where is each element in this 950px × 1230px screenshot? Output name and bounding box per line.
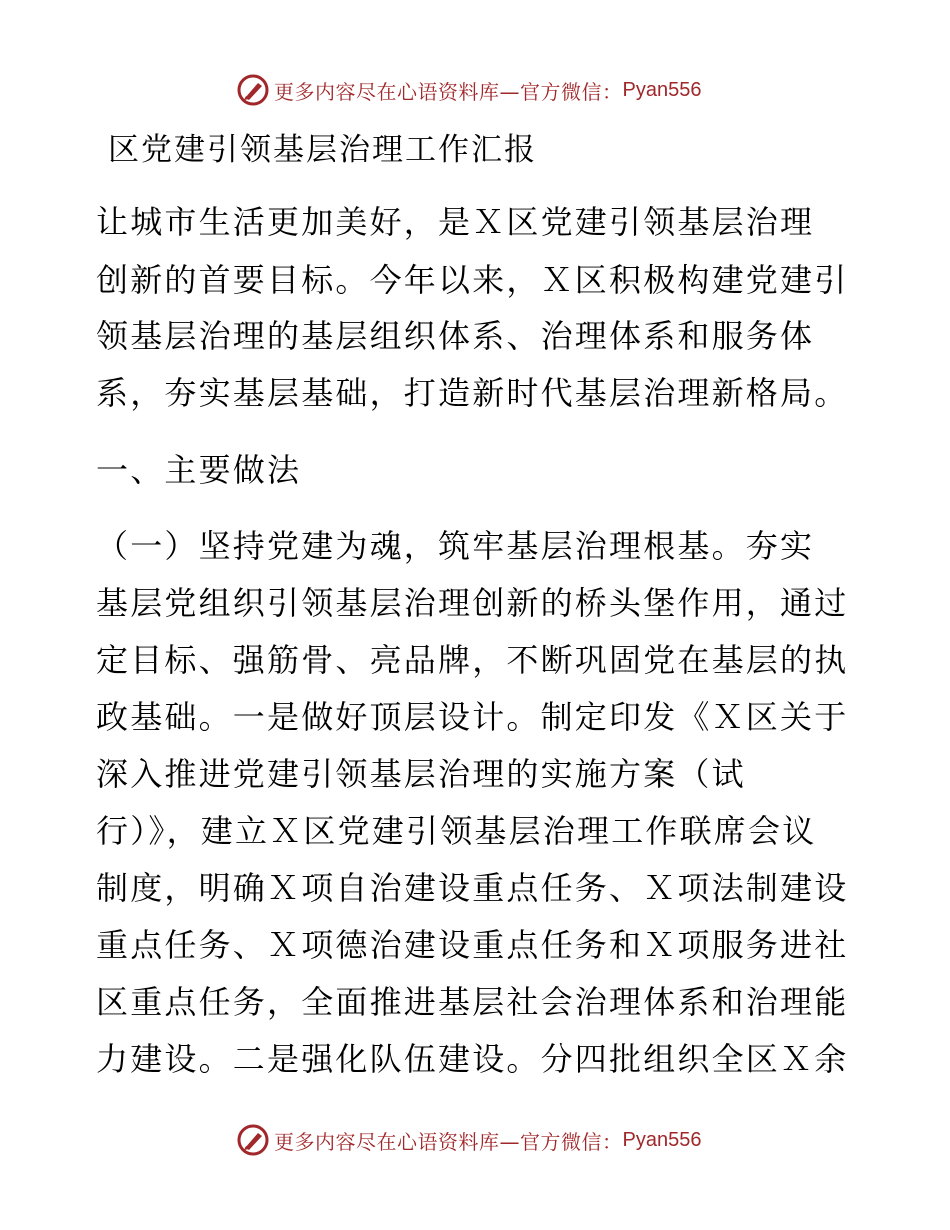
body-line: 定目标、强筋骨、亮品牌，不断巩固党在基层的执 xyxy=(96,641,849,679)
watermark-id: Pyan556 xyxy=(622,78,702,101)
section-heading: 一、主要做法 xyxy=(96,451,302,489)
body-line: 重点任务、Ｘ项德治建设重点任务和Ｘ项服务进社 xyxy=(96,926,849,964)
watermark-banner-bottom xyxy=(236,1122,701,1158)
pen-logo-icon xyxy=(236,1123,270,1157)
watermark-id: Pyan556 xyxy=(622,1128,702,1151)
body-line: 让城市生活更加美好，是Ｘ区党建引领基层治理 xyxy=(96,203,815,241)
body-line: 制度，明确Ｘ项自治建设重点任务、Ｘ项法制建设 xyxy=(96,869,849,907)
body-line: 深入推进党建引领基层治理的实施方案（试 xyxy=(96,755,746,793)
body-line: （一）坚持党建为魂，筑牢基层治理根基。夯实 xyxy=(96,527,815,565)
pen-logo-icon xyxy=(236,73,270,107)
document-title: 区党建引领基层治理工作汇报 xyxy=(108,132,537,168)
watermark-banner-top xyxy=(236,72,701,108)
body-line: 创新的首要目标。今年以来，Ｘ区积极构建党建引 xyxy=(96,261,849,299)
body-line: 力建设。二是强化队伍建设。分四批组织全区Ｘ余 xyxy=(96,1040,849,1078)
watermark-text: 更多内容尽在心语资料库—官方微信： xyxy=(274,79,623,104)
body-line: 领基层治理的基层组织体系、治理体系和服务体 xyxy=(96,317,815,355)
body-line: 系，夯实基层基础，打造新时代基层治理新格局。 xyxy=(96,374,849,412)
body-line: 政基础。一是做好顶层设计。制定印发《Ｘ区关于 xyxy=(96,698,849,736)
watermark-text: 更多内容尽在心语资料库—官方微信： xyxy=(274,1129,623,1154)
body-line: 行）》，建立Ｘ区党建引领基层治理工作联席会议 xyxy=(96,812,817,850)
body-line: 区重点任务，全面推进基层社会治理体系和治理能 xyxy=(96,983,849,1021)
body-line: 基层党组织引领基层治理创新的桥头堡作用，通过 xyxy=(96,584,849,622)
